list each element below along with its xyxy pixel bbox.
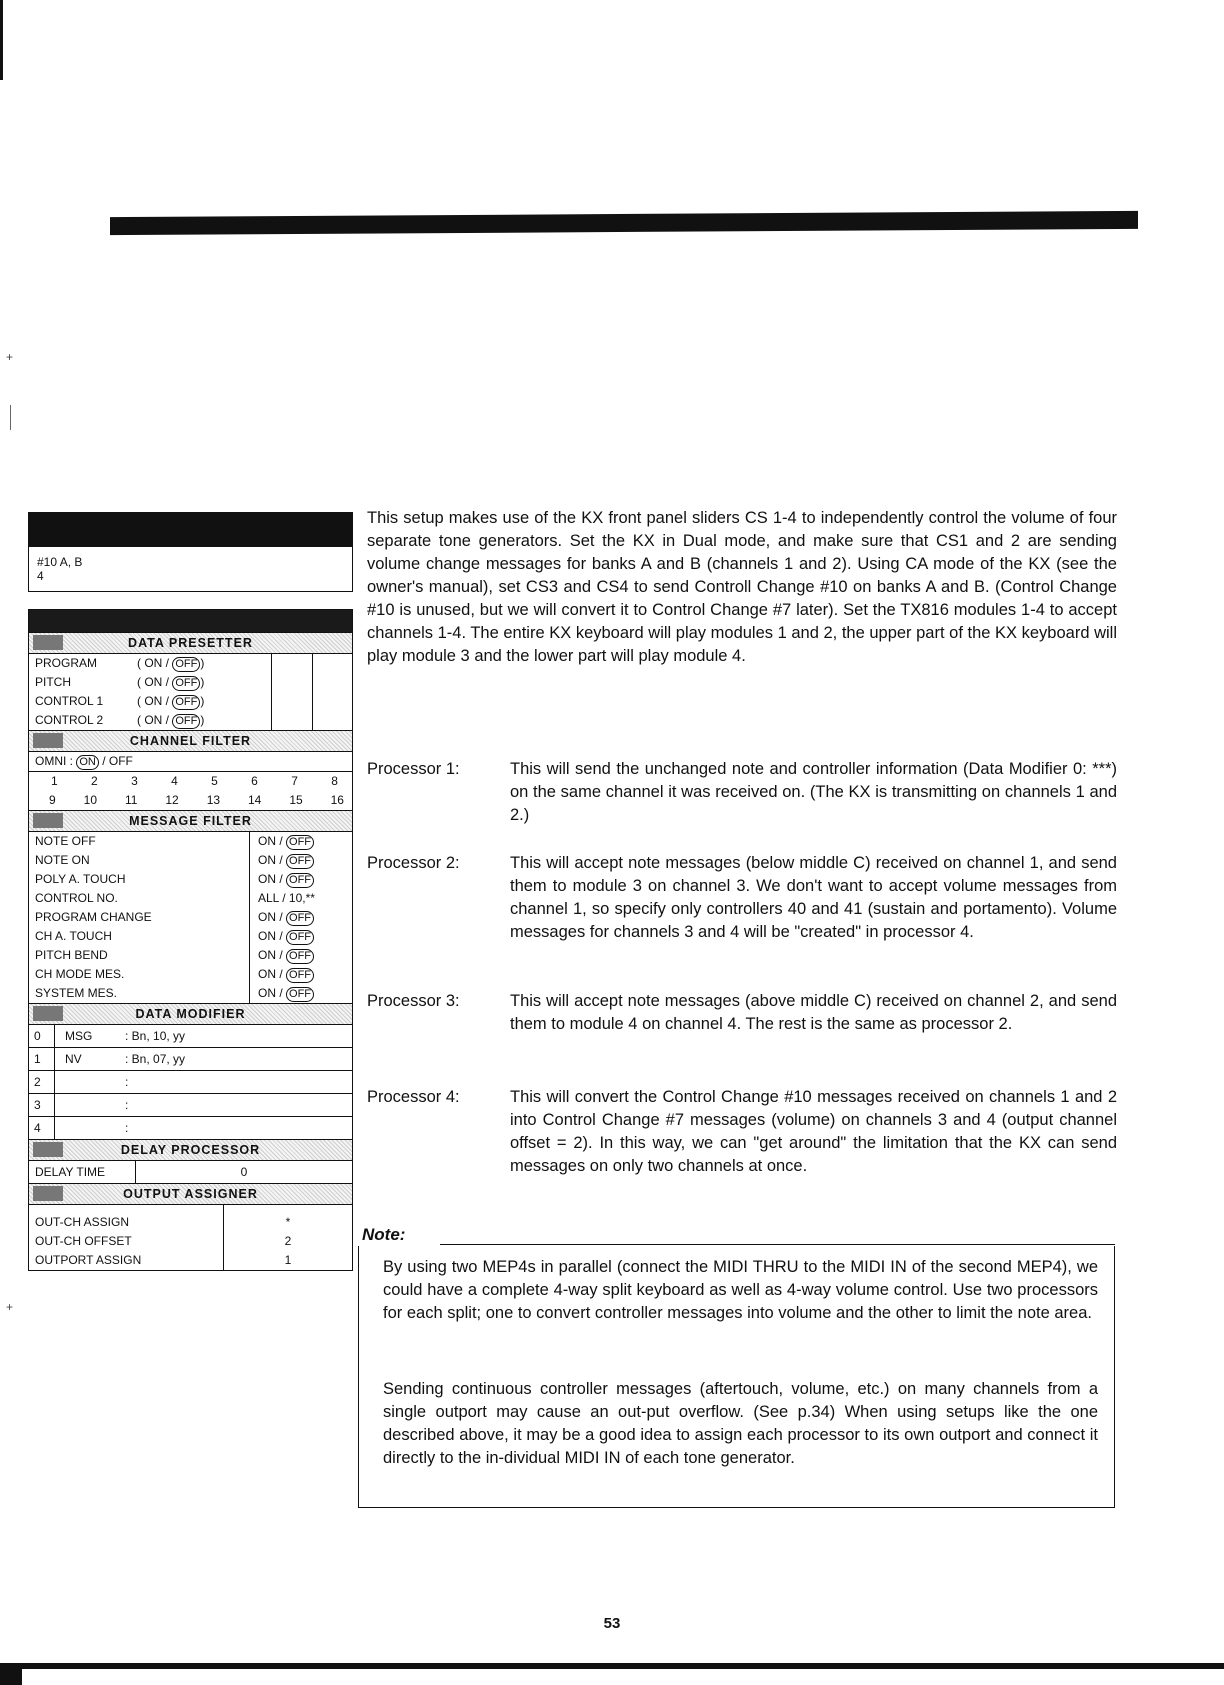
data-presetter-list bbox=[29, 654, 272, 730]
mf-value: ON / bbox=[258, 910, 283, 924]
section-title: MESSAGE FILTER bbox=[129, 814, 252, 828]
modifier-msg: MSG bbox=[65, 1029, 93, 1043]
modifier-value: : bbox=[125, 1075, 129, 1089]
channel-number: 16 bbox=[330, 793, 344, 807]
output-value: 1 bbox=[284, 1253, 292, 1267]
mf-value-row bbox=[258, 927, 352, 946]
mf-value: ON / bbox=[258, 872, 283, 886]
channel-number: 10 bbox=[83, 793, 97, 807]
modifier-num: 3 bbox=[29, 1094, 55, 1116]
mf-label: CH A. TOUCH bbox=[35, 929, 112, 943]
output-labels bbox=[29, 1205, 224, 1270]
modifier-value: : bbox=[125, 1121, 129, 1135]
channel-number: 12 bbox=[165, 793, 179, 807]
presetter-row bbox=[29, 654, 271, 673]
modifier-value: : Bn, 07, yy bbox=[125, 1052, 186, 1066]
section-icon bbox=[33, 813, 63, 828]
channel-number: 5 bbox=[211, 774, 218, 788]
section-data-presetter bbox=[29, 632, 352, 654]
paren-close: ) bbox=[200, 694, 205, 708]
section-delay-processor bbox=[29, 1139, 352, 1161]
setup-header-box bbox=[28, 512, 353, 592]
note-rule bbox=[440, 1244, 1115, 1245]
selected-circle: OFF bbox=[172, 714, 200, 729]
footer-mark bbox=[0, 1669, 22, 1685]
intro-paragraph: This setup makes use of the KX front panel sliders CS 1-4 to independently control the volume of four separate tone generators. Set the KX in Dual mode, and make sure that CS1 and 2 are sending volume change messages for banks A and B (channels 1 and 2). Using CA mode of the KX (see the owner's manual), set CS3 and CS4 to send Controll Change #10 on banks A and B. (Control Change #10 is unused, but we will convert it to Control Change #7 later). Set the TX816 modules 1-4 to accept channels 1-4. The entire KX keyboard will play modules 1 and 2, the upper part of the KX keyboard will play module 3 and the lower part will play module 4. bbox=[367, 509, 1117, 665]
scan-tick: + bbox=[6, 1300, 14, 1314]
selected-circle: OFF bbox=[172, 676, 200, 691]
section-title: DELAY PROCESSOR bbox=[120, 1143, 261, 1157]
mf-value-row bbox=[258, 832, 352, 851]
output-label: OUTPORT ASSIGN bbox=[35, 1253, 142, 1267]
modifier-msg bbox=[55, 1071, 125, 1093]
modifier-msg bbox=[55, 1094, 125, 1116]
mf-label: POLY A. TOUCH bbox=[35, 872, 126, 886]
mf-label: CONTROL NO. bbox=[35, 891, 118, 905]
modifier-row bbox=[29, 1070, 352, 1093]
selected-circle: OFF bbox=[286, 873, 314, 888]
processor-text: This will convert the Control Change #10 messages received on channels 1 and 2 into Control Change #7 messages (volume) on channels 3 and 4 (output channel offset = 2). In this way, we can "get around" the limitation that the KX can send messages on only two channels at once. bbox=[510, 1088, 1117, 1175]
section-title: OUTPUT ASSIGNER bbox=[123, 1187, 258, 1201]
section-icon bbox=[33, 1186, 63, 1201]
section-icon bbox=[33, 1142, 63, 1157]
mf-value: ON / bbox=[258, 929, 283, 943]
panel-top-dark bbox=[29, 610, 352, 632]
processor-text: This will accept note messages (above middle C) received on channel 2, and send them to module 4 on channel 4. The rest is the same as processor 2. bbox=[510, 992, 1117, 1033]
presetter-value: ( ON / bbox=[137, 694, 169, 708]
output-values bbox=[224, 1205, 352, 1270]
paren-close: ) bbox=[200, 713, 205, 727]
scan-tick bbox=[10, 405, 11, 430]
processor-label: Processor 4: bbox=[367, 1088, 460, 1106]
channel-number: 2 bbox=[91, 774, 98, 788]
mf-value: ON / bbox=[258, 986, 283, 1000]
setup-header-line: 4 bbox=[37, 569, 44, 583]
section-output-assigner bbox=[29, 1183, 352, 1205]
processor-label: Processor 1: bbox=[367, 760, 460, 778]
selected-circle: OFF bbox=[286, 987, 314, 1002]
processor-label: Processor 2: bbox=[367, 854, 460, 872]
setup-header-line: #10 A, B bbox=[37, 555, 83, 569]
delay-label: DELAY TIME bbox=[29, 1161, 136, 1183]
presetter-empty-col bbox=[313, 654, 352, 730]
modifier-num: 1 bbox=[29, 1048, 55, 1070]
selected-circle: OFF bbox=[286, 854, 314, 869]
selected-circle: OFF bbox=[286, 930, 314, 945]
channel-number: 3 bbox=[131, 774, 138, 788]
scan-tick: + bbox=[6, 350, 14, 364]
setup-header-dark bbox=[29, 513, 352, 547]
output-value: 2 bbox=[284, 1234, 292, 1248]
modifier-value: : Bn, 10, yy bbox=[125, 1029, 186, 1043]
mf-value-row bbox=[258, 984, 352, 1003]
mf-value-row bbox=[258, 889, 352, 908]
mf-label: NOTE OFF bbox=[35, 834, 96, 848]
output-label: OUT-CH OFFSET bbox=[35, 1234, 132, 1248]
modifier-value: : bbox=[125, 1098, 129, 1112]
modifier-row bbox=[29, 1025, 352, 1047]
mf-label: CH MODE MES. bbox=[35, 967, 125, 981]
section-icon bbox=[33, 733, 63, 748]
mf-value-row bbox=[258, 851, 352, 870]
section-icon bbox=[33, 1006, 63, 1021]
data-presetter-grid bbox=[29, 654, 352, 730]
modifier-row bbox=[29, 1047, 352, 1070]
paren-close: ) bbox=[200, 656, 205, 670]
delay-row bbox=[29, 1161, 352, 1183]
channel-number: 11 bbox=[124, 793, 138, 807]
scan-edge-mark bbox=[0, 0, 3, 80]
header-rule bbox=[110, 211, 1138, 235]
mf-label: NOTE ON bbox=[35, 853, 90, 867]
selected-circle: OFF bbox=[286, 911, 314, 926]
section-title: CHANNEL FILTER bbox=[129, 734, 252, 748]
presetter-row bbox=[29, 673, 271, 692]
omni-rest: / OFF bbox=[102, 754, 133, 768]
delay-value: 0 bbox=[240, 1165, 248, 1179]
selected-circle: OFF bbox=[172, 695, 200, 710]
section-icon bbox=[33, 635, 63, 650]
mf-label: SYSTEM MES. bbox=[35, 986, 118, 1000]
note-box bbox=[358, 1246, 1115, 1508]
output-label: OUT-CH ASSIGN bbox=[35, 1215, 130, 1229]
modifier-num: 2 bbox=[29, 1071, 55, 1093]
selected-circle: OFF bbox=[286, 968, 314, 983]
note-label: Note: bbox=[362, 1225, 406, 1244]
paren-close: ) bbox=[200, 675, 205, 689]
channel-number: 9 bbox=[49, 793, 56, 807]
output-assigner-table bbox=[29, 1205, 352, 1270]
section-title: DATA MODIFIER bbox=[135, 1007, 246, 1021]
presetter-row bbox=[29, 692, 271, 711]
processor-label: Processor 3: bbox=[367, 992, 460, 1010]
selected-circle: OFF bbox=[286, 949, 314, 964]
omni-row bbox=[29, 752, 352, 772]
section-data-modifier bbox=[29, 1003, 352, 1025]
mf-value: ON / bbox=[258, 948, 283, 962]
page-number: 53 bbox=[603, 1615, 621, 1632]
modifier-msg bbox=[55, 1117, 125, 1139]
channel-number: 6 bbox=[251, 774, 258, 788]
channel-number: 13 bbox=[206, 793, 221, 807]
channel-number: 1 bbox=[51, 774, 58, 788]
channel-number: 4 bbox=[171, 774, 178, 788]
channel-number: 8 bbox=[331, 774, 338, 788]
modifier-num: 4 bbox=[29, 1117, 55, 1139]
modifier-msg: NV bbox=[65, 1052, 82, 1066]
channel-number: 7 bbox=[291, 774, 298, 788]
mf-value-row bbox=[258, 965, 352, 984]
modifier-num: 0 bbox=[29, 1025, 55, 1047]
footer-rule bbox=[0, 1663, 1224, 1669]
message-filter-table bbox=[29, 832, 352, 1003]
presetter-label: CONTROL 2 bbox=[35, 713, 104, 727]
presetter-empty-col bbox=[272, 654, 313, 730]
mf-label: PROGRAM CHANGE bbox=[35, 910, 152, 924]
presetter-label: CONTROL 1 bbox=[35, 694, 104, 708]
mf-value: ALL / 10,** bbox=[258, 891, 315, 905]
mf-value: ON / bbox=[258, 967, 283, 981]
section-message-filter bbox=[29, 810, 352, 832]
mf-value-row bbox=[258, 946, 352, 965]
presetter-value: ( ON / bbox=[137, 713, 169, 727]
omni-label: OMNI : bbox=[35, 754, 73, 768]
presetter-value: ( ON / bbox=[137, 656, 169, 670]
channel-row-2 bbox=[29, 791, 352, 810]
mf-value-row bbox=[258, 908, 352, 927]
message-filter-labels bbox=[29, 832, 250, 1003]
note-paragraph: By using two MEP4s in parallel (connect the MIDI THRU to the MIDI IN of the second MEP4), we could have a complete 4-way split keyboard as well as 4-way volume control. Use two processors for each split; one to convert controller messages into volume and the other to limit the note area. bbox=[383, 1258, 1098, 1322]
settings-panel bbox=[28, 609, 353, 1271]
selected-circle: ON bbox=[76, 755, 99, 770]
modifier-row bbox=[29, 1116, 352, 1139]
channel-number: 14 bbox=[248, 793, 262, 807]
selected-circle: OFF bbox=[286, 835, 314, 850]
message-filter-values bbox=[250, 832, 352, 1003]
output-value: * bbox=[285, 1215, 291, 1229]
presetter-label: PITCH bbox=[35, 675, 71, 689]
presetter-value: ( ON / bbox=[137, 675, 169, 689]
presetter-label: PROGRAM bbox=[35, 656, 98, 670]
channel-number: 15 bbox=[289, 793, 303, 807]
mf-value-row bbox=[258, 870, 352, 889]
mf-value: ON / bbox=[258, 853, 283, 867]
processor-text: This will send the unchanged note and controller information (Data Modifier 0: ***) on the same channel it was received on. (The KX is transmitting on channels 1 and 2.) bbox=[510, 760, 1117, 824]
selected-circle: OFF bbox=[172, 657, 200, 672]
section-title: DATA PRESETTER bbox=[128, 636, 253, 650]
mf-label: PITCH BEND bbox=[35, 948, 108, 962]
note-paragraph: Sending continuous controller messages (aftertouch, volume, etc.) on many channels from a single outport may cause an out-put overflow. (See p.34) When using setups like the one described above, it may be a good idea to assign each processor to its own outport and connect it directly to the in-dividual MIDI IN of each tone generator. bbox=[383, 1380, 1098, 1467]
presetter-row bbox=[29, 711, 271, 730]
modifier-row bbox=[29, 1093, 352, 1116]
mf-value: ON / bbox=[258, 834, 283, 848]
channel-row-1 bbox=[29, 772, 352, 791]
section-channel-filter bbox=[29, 730, 352, 752]
processor-text: This will accept note messages (below middle C) received on channel 1, and send them to module 3 on channel 3. We don't want to accept volume messages from channel 1, so specify only controllers 40 and 41 (sustain and portamento). Volume messages for channels 3 and 4 will be "created" in processor 4. bbox=[510, 854, 1117, 941]
